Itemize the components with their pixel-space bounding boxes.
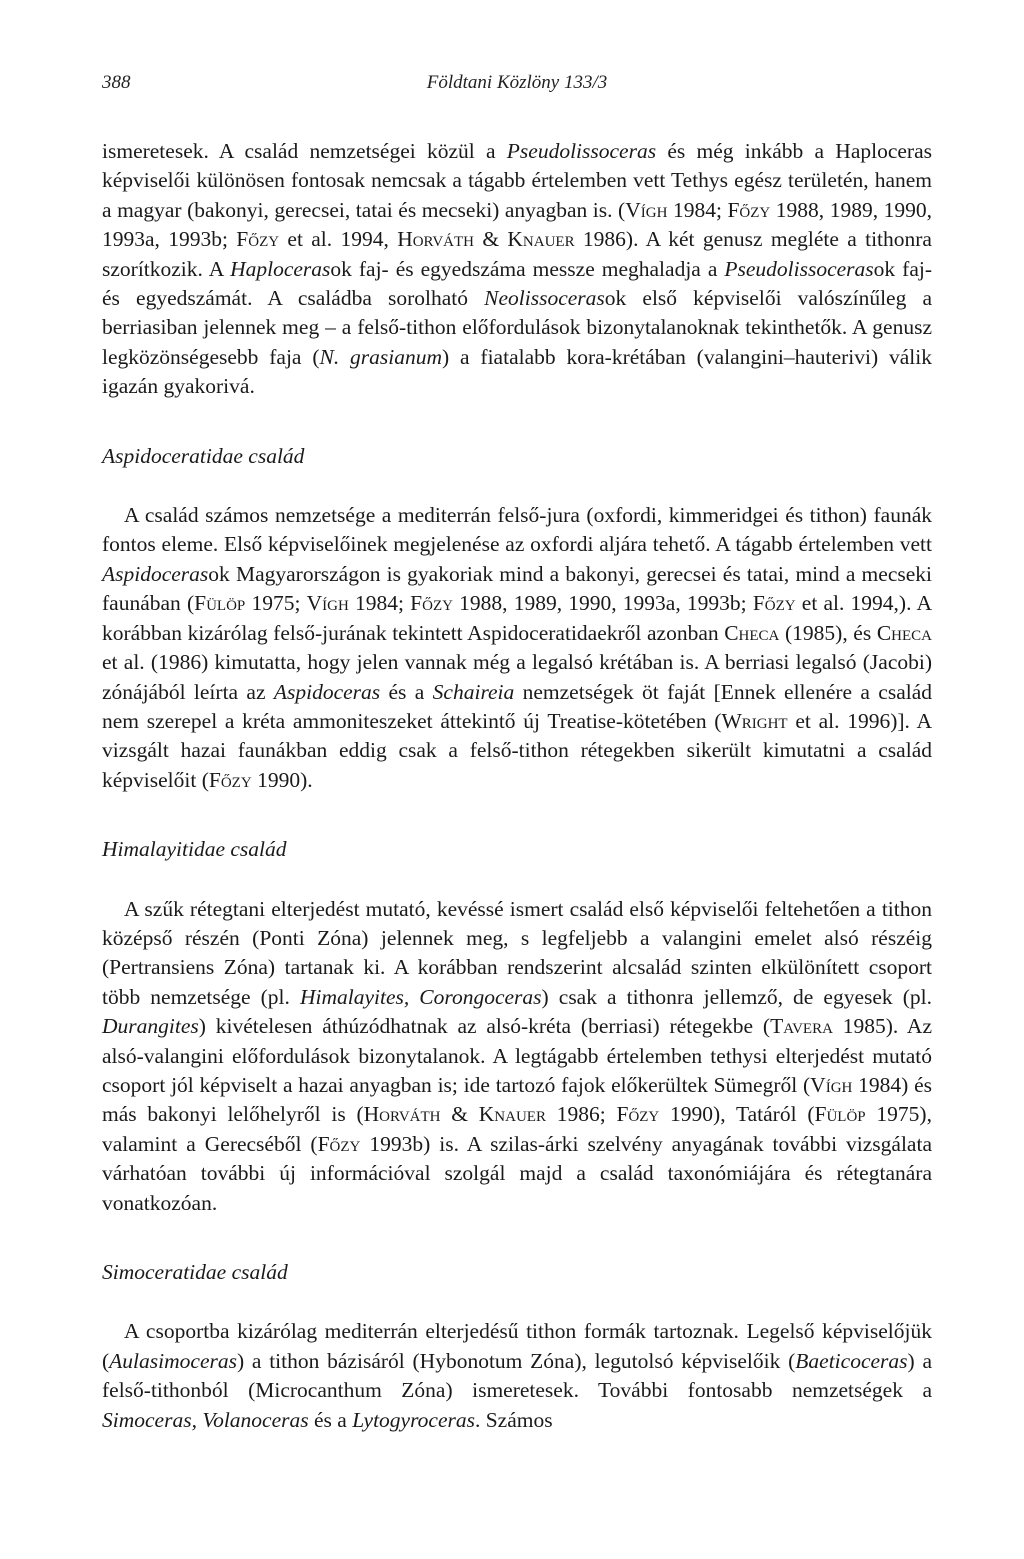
text-run: et al. 1994,). A korábban kizárólag felső-jurának tekintett Aspidoceratidaekről azonban bbox=[102, 591, 932, 645]
text-run: 1975; bbox=[245, 591, 307, 616]
text-run: ) a fiatalabb kora-krétában (valangini–hauterivi) válik igazán gyakorivá. bbox=[102, 344, 932, 399]
paragraph-simoceratidae bbox=[102, 1317, 932, 1435]
section-heading-himalayitidae: Himalayitidae család bbox=[102, 837, 287, 862]
paragraph-intro bbox=[102, 137, 932, 402]
text-run: ) a felső-tithonból (Microcanthum Zóna) ismeretesek. További fontosabb nemzetségek a bbox=[102, 1348, 932, 1403]
text-run: 1993b) is. A szilas-árki szelvény anyagának további vizsgálata várhatóan további új információval szolgál majd a család taxonómiájára és rétegtanára vonatkozóan. bbox=[102, 1131, 932, 1215]
paragraph-aspidoceratidae bbox=[102, 501, 932, 795]
text-run: ok faj- és egyedszáma messze meghaladja a bbox=[330, 256, 725, 281]
taxon-name: Simoceras, Volanoceras bbox=[102, 1407, 309, 1432]
author-name: Vígh bbox=[810, 1072, 853, 1097]
text-run: (1985), és bbox=[779, 620, 877, 645]
text-run: et al. 1996)]. A vizsgált hazai faunákban eddig csak a felső-tithon rétegekben sikerült kimutatni a család képviselőit ( bbox=[102, 708, 932, 792]
running-header bbox=[102, 72, 932, 102]
taxon-name: Schaireia bbox=[432, 679, 515, 704]
text-run: ) a tithon bázisáról (Hybonotum Zóna), legutolsó képviselőik ( bbox=[236, 1348, 796, 1373]
text-run: A csoportba kizárólag mediterrán elterjedésű tithon formák tartoznak. Legelső képviselőjük ( bbox=[102, 1319, 932, 1373]
text-run: et al. (1986) kimutatta, hogy jelen vannak még a legalsó krétában is. A berriasi legalsó (Jacobi) zónájából leírta az bbox=[102, 650, 932, 704]
text-run: 1990), Tatáról ( bbox=[659, 1102, 815, 1127]
section-heading-aspidoceratidae: Aspidoceratidae család bbox=[102, 443, 305, 468]
text-run: . Számos bbox=[474, 1407, 553, 1432]
author-name: Horváth & Knauer bbox=[363, 1102, 546, 1127]
text-run: ok faj- és egyedszámát. A családba sorolható bbox=[102, 256, 933, 311]
article-body bbox=[102, 137, 932, 1435]
text-run: ok első képviselői valószínűleg a berriasiban jelennek meg – a felső-tithon előfordulások bizonytalanoknak tekinthetők. A genusz legközönségesebb faja ( bbox=[102, 286, 933, 369]
text-run: 1988, 1989, 1990, 1993a, 1993b; bbox=[452, 591, 753, 616]
author-name: Fülöp bbox=[194, 591, 246, 616]
taxon-name: Haploceras bbox=[230, 256, 331, 281]
author-name: Checa bbox=[724, 620, 780, 645]
taxon-name: Pseudolissoceras bbox=[724, 256, 874, 281]
text-run: 1984; bbox=[667, 197, 728, 222]
text-run: 1985). Az alsó-valangini előfordulások bizonytalanok. A legtágabb értelemben tethysi elterjedést mutató csoport jól képviselt a hazai anyagban is; ide tartozó fajok előkerültek Sümegről ( bbox=[102, 1014, 932, 1097]
text-run: és a bbox=[380, 679, 433, 704]
text-run: 1990). bbox=[251, 767, 313, 792]
text-run: A szűk rétegtani elterjedést mutató, kevéssé ismert család első képviselői feltehetően a tithon középső részén (Ponti Zóna) jelennek meg, s legfeljebb a valangini emelet alsó részéig (Pertransiens Zóna) tartanak ki. A korábban rendszerint alcsalád szinten elkülönített csoport több nemzetsége (pl. bbox=[102, 896, 932, 1009]
author-name: Főzy bbox=[727, 197, 771, 222]
text-run: 1986). A két genusz megléte a tithonra szorítkozik. A bbox=[102, 227, 932, 281]
taxon-name: N. grasianum bbox=[319, 344, 443, 369]
journal-title: Földtani Közlöny 133/3 bbox=[426, 72, 608, 93]
author-name: Wright bbox=[721, 708, 788, 733]
text-run: ismeretesek. A család nemzetségei közül a bbox=[102, 139, 507, 163]
text-run: ok Magyarországon is gyakoriak mind a bakonyi, gerecsei és tatai, mind a mecseki faunában ( bbox=[102, 561, 932, 616]
author-name: Főzy bbox=[752, 591, 796, 616]
taxon-name: Lytogyroceras bbox=[352, 1407, 475, 1432]
author-name: Főzy bbox=[236, 227, 280, 252]
taxon-name: Durangites bbox=[102, 1014, 199, 1039]
text-run: nemzetségek öt faját [Ennek ellenére a család nem szerepel a kréta ammoniteszeket áttekintő új Treatise-kötetében ( bbox=[102, 679, 933, 733]
paragraph-himalayitidae bbox=[102, 895, 932, 1218]
text-run: 1988, 1989, 1990, 1993a, 1993b; bbox=[102, 197, 933, 252]
text-run: A család számos nemzetsége a mediterrán felső-jura (oxfordi, kimmeridgei és tithon) faunák fontos eleme. Első képviselőinek megjelenése az oxfordi aljára tehető. A tágabb értelemben vett bbox=[102, 503, 932, 557]
page-number: 388 bbox=[102, 72, 131, 93]
taxon-name: Baeticoceras bbox=[795, 1348, 908, 1373]
taxon-name: Aspidoceras bbox=[273, 679, 381, 704]
taxon-name: Himalayites, Corongoceras bbox=[299, 984, 542, 1009]
author-name: Tavera bbox=[770, 1014, 833, 1039]
text-run: ) csak a tithonra jellemző, de egyesek (pl. bbox=[541, 984, 932, 1009]
text-run: 1986; bbox=[545, 1102, 617, 1127]
text-run: et al. 1994, bbox=[279, 227, 398, 252]
taxon-name: Aspidoceras bbox=[102, 561, 209, 586]
text-run: és még inkább a Haploceras képviselői különösen fontosak nemcsak a tágabb értelemben vett Tethys egész területén, hanem a magyar (bakonyi, gerecsei, tatai és mecseki) anyagban is. ( bbox=[102, 139, 932, 222]
author-name: Vígh bbox=[625, 197, 668, 222]
text-run: 1984) és más bakonyi lelőhelyről is ( bbox=[102, 1072, 932, 1127]
author-name: Checa bbox=[876, 620, 932, 645]
author-name: Főzy bbox=[208, 767, 252, 792]
author-name: Főzy bbox=[317, 1131, 361, 1156]
taxon-name: Neolissoceras bbox=[484, 286, 605, 311]
author-name: Főzy bbox=[616, 1102, 660, 1127]
author-name: Főzy bbox=[410, 591, 453, 616]
text-run: 1975), valamint a Gerecséből ( bbox=[102, 1102, 932, 1156]
taxon-name: Pseudolissoceras bbox=[506, 139, 657, 163]
text-run: és a bbox=[308, 1407, 353, 1432]
author-name: Horváth & Knauer bbox=[397, 227, 575, 252]
taxon-name: Aulasimoceras bbox=[109, 1348, 237, 1373]
author-name: Fülöp bbox=[814, 1102, 866, 1127]
text-run: 1984; bbox=[348, 591, 411, 616]
section-heading-simoceratidae: Simoceratidae család bbox=[102, 1260, 288, 1284]
author-name: Vígh bbox=[306, 591, 349, 616]
text-run: ) kivételesen áthúzódhatnak az alsó-kréta (berriasi) rétegekbe ( bbox=[198, 1014, 771, 1039]
